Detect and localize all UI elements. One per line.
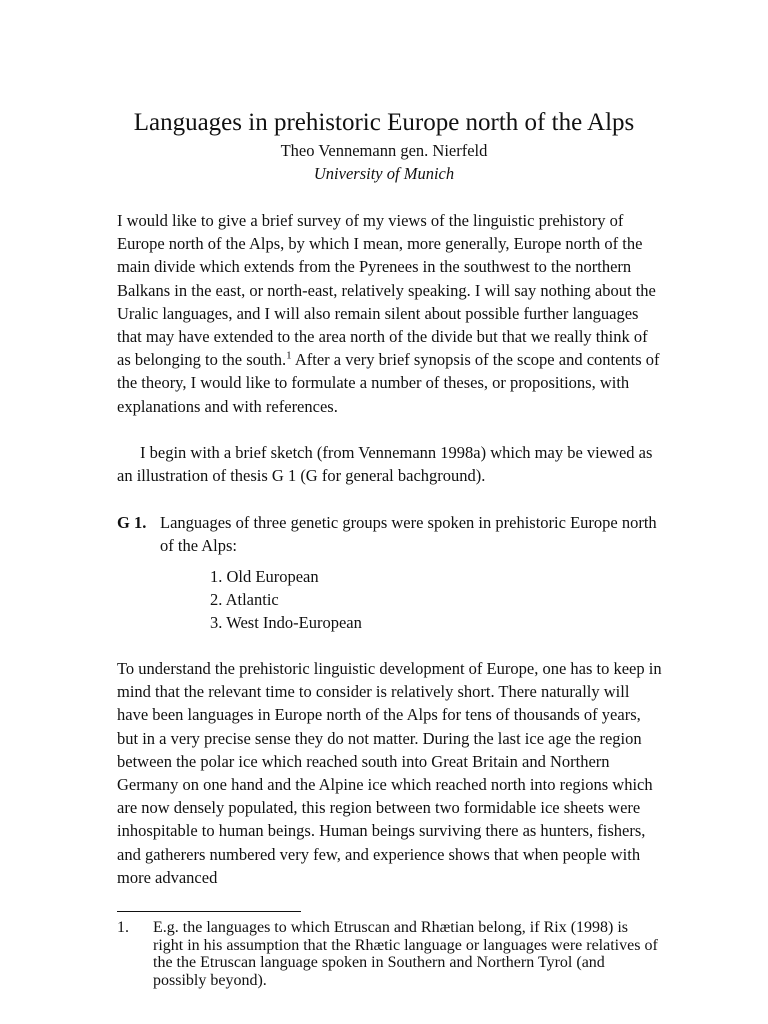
paragraph-sketch: I begin with a brief sketch (from Vennemann 1998a) which may be viewed as an illustration of thesis G 1 (G for general bachground). [117,443,653,486]
page-title: Languages in prehistoric Europe north of the Alps [133,109,635,136]
thesis-label: G 1. [117,513,147,532]
paragraph-intro [117,209,662,418]
list-item: 3. West Indo-European [210,613,362,633]
footnote-number: 1. [117,919,129,936]
language-group-list [210,565,610,635]
footnote-reference[interactable]: 1 [286,349,292,362]
footnote-text: E.g. the languages to which Etruscan and Rhætian belong, if Rix (1998) is right in his assumption that the Rhætic language or languages were relatives of the the Etruscan language spoken in Southern and Northern Tyrol (and possibly beyond). [153,919,658,989]
affiliation: University of Munich [313,164,455,183]
footnote-divider [117,911,301,912]
paragraph-development: To understand the prehistoric linguistic development of Europe, one has to keep in mind that the relevant time to consider is relatively short. There naturally will have been languages in Europe north of the Alps for tens of thousands of years, but in a very precise sense they do not matter. During the last ice age the region between the polar ice which reached south into Great Britain and Northern Germany on one hand and the Alpine ice which reached north into regions which are now densely populated, this region between two formidable ice sheets were inhospitable to human beings. Human beings surviving there as hunters, fishers, and gatherers numbered very few, and experience shows that when people with more advanced [117,659,662,887]
paragraph-intro-text: I would like to give a brief survey of my views of the linguistic prehistory of Europe north of the Alps, by which I mean, more generally, Europe north of the main divide which extends from the Pyrenees in the southwest to the northern Balkans in the east, or north-east, relatively speaking. I will say nothing about the Uralic languages, and I will also remain silent about possible further languages that may have extended to the area north of the divide but that we really think of as belonging to the south. [117,211,656,370]
footnote [117,919,662,989]
thesis-text: Languages of three genetic groups were spoken in prehistoric Europe north of the Alps: [160,513,657,556]
author-name: Theo Vennemann gen. Nierfeld [280,141,488,160]
thesis-g1 [117,511,662,557]
list-item: 2. Atlantic [210,590,279,610]
list-item: 1. Old European [210,567,319,586]
paragraph-intro-continuation: After a very brief synopsis of the scope and contents of the theory, I would like to formulate a number of theses, or propositions, with explanations and with references. [117,350,660,416]
